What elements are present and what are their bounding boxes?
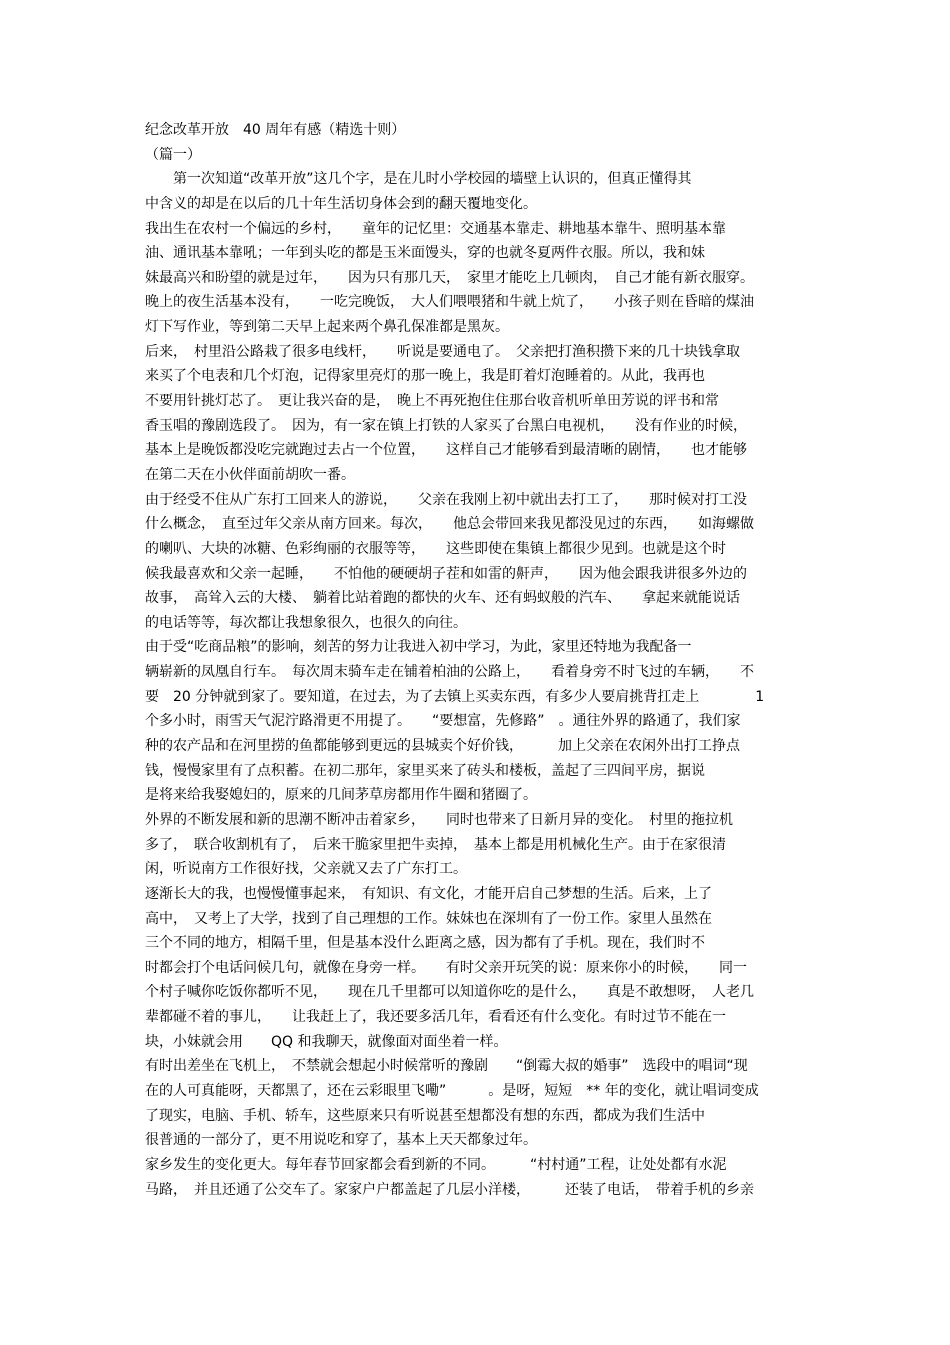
text-line: 外界的不断发展和新的思潮不断冲击着家乡， 同时也带来了日新月异的变化。 村里的拖拉机 [145,811,733,828]
text-line: 很普通的一部分了，更不用说吃和穿了，基本上天天都象过年。 [145,1132,537,1149]
text-line: 来买了个电表和几个灯泡，记得家里亮灯的那一晚上，我是盯着灯泡睡着的。从此，我再也 [145,368,705,385]
text-line: 由于受“吃商品粮”的影响，刻苦的努力让我进入初中学习，为此，家里还特地为我配备一 [145,639,692,656]
text-line: 的电话等等，每次都让我想象很久，也很久的向往。 [145,614,467,631]
text-line: 是将来给我娶媳妇的，原来的几间茅草房都用作牛圈和猪圈了。 [145,787,537,804]
text-line: 辈都碰不着的事儿， 让我赶上了，我还要多活几年，看看还有什么变化。有时过节不能在一 [145,1009,726,1026]
text-line: 油、通讯基本靠吼；一年到头吃的都是玉米面馒头，穿的也就冬夏两件衣服。所以，我和妹 [145,245,705,262]
text-line: 辆崭新的凤凰自行车。 每次周末骑车走在铺着柏油的公路上， 看着身旁不时飞过的车辆， 不 [145,664,754,681]
text-line: 三个不同的地方，相隔千里，但是基本没什么距离之感，因为都有了手机。现在，我们时不 [145,935,705,952]
text-line: 第一次知道“改革开放”这几个字，是在儿时小学校园的墙壁上认识的，但真正懂得其 [173,171,692,188]
text-line: 有时出差坐在飞机上， 不禁就会想起小时候常听的豫剧 “倒霉大叔的婚事” 选段中的唱词“现 [145,1058,748,1075]
text-line: 故事， 高耸入云的大楼、 躺着比站着跑的都快的火车、还有蚂蚁般的汽车、 拿起来就能说话 [145,590,740,607]
text-line: 块，小妹就会用 QQ 和我聊天，就像面对面坐着一样。 [145,1033,508,1050]
text-line: 什么概念， 直至过年父亲从南方回来。每次， 他总会带回来我见都没见过的东西， 如海螺做 [145,516,754,533]
text-line: 香玉唱的豫剧选段了。 因为，有一家在镇上打铁的人家买了台黑白电视机， 没有作业的时候， [145,417,747,434]
text-line: 不要用针挑灯芯了。 更让我兴奋的是， 晚上不再死抱住住那台收音机听单田芳说的评书和常 [145,393,719,410]
text-line: 多了， 联合收割机有了， 后来干脆家里把牛卖掉， 基本上都是用机械化生产。由于在家很清 [145,836,726,853]
text-line: 灯下写作业，等到第二天早上起来两个鼻孔保准都是黑灰。 [145,319,509,336]
text-line: 候我最喜欢和父亲一起睡， 不怕他的硬硬胡子茬和如雷的鼾声， 因为他会跟我讲很多外边的 [145,565,747,582]
text-line: 逐渐长大的我，也慢慢懂事起来， 有知识、有文化，才能开启自己梦想的生活。后来，上了 [145,885,712,902]
text-line: 的喇叭、大块的冰糖、色彩绚丽的衣服等等， 这些即使在集镇上都很少见到。也就是这个时 [145,540,726,557]
document-body [145,118,813,1202]
text-line: 妹最高兴和盼望的就是过年， 因为只有那几天， 家里才能吃上几顿肉， 自己才能有新衣服穿。 [145,269,754,286]
text-line: 由于经受不住从广东打工回来人的游说， 父亲在我刚上初中就出去打工了， 那时候对打工没 [145,491,747,508]
text-line: 我出生在农村一个偏远的乡村， 童年的记忆里：交通基本靠走、耕地基本靠牛、照明基本靠 [145,220,726,237]
text-line: 种的农产品和在河里捞的鱼都能够到更远的县城卖个好价钱， 加上父亲在农闲外出打工挣点 [145,738,740,755]
text-line: 马路， 并且还通了公交车了。家家户户都盖起了几层小洋楼， 还装了电话， 带着手机的乡亲 [145,1181,754,1198]
text-line: 个村子喊你吃饭你都听不见， 现在几千里都可以知道你吃的是什么， 真是不敢想呀， 人老几 [145,984,754,1001]
text-line: 钱，慢慢家里有了点积蓄。在初二那年，家里买来了砖头和楼板，盖起了三四间平房，据说 [145,762,705,779]
paragraph-lines [145,167,813,1202]
text-line: 了现实，电脑、手机、轿车，这些原来只有听说甚至想都没有想的东西，都成为我们生活中 [145,1107,705,1124]
text-line: 在的人可真能呀，天都黑了，还在云彩眼里飞嘞” 。是呀，短短 ** 年的变化，就让唱词变成 [145,1082,759,1099]
text-line: 闲，听说南方工作很好找，父亲就又去了广东打工。 [145,861,467,878]
text-line: 在第二天在小伙伴面前胡吹一番。 [145,466,355,483]
text-line: 后来， 村里沿公路栽了很多电线杆， 听说是要通电了。 父亲把打渔积攒下来的几十块钱拿取 [145,343,740,360]
text-line: 要 20 分钟就到家了。要知道，在过去，为了去镇上买卖东西，有多少人要肩挑背扛走上 1 [145,688,765,705]
text-line: 基本上是晚饭都没吃完就跑过去占一个位置， 这样自己才能够看到最清晰的剧情， 也才能够 [145,442,747,459]
text-line: 个多小时，雨雪天气泥泞路滑更不用提了。 “要想富，先修路” 。通往外界的路通了，我们家 [145,713,741,730]
text-line: 高中， 又考上了大学，找到了自己理想的工作。妹妹也在深圳有了一份工作。家里人虽然在 [145,910,712,927]
text-line: 晚上的夜生活基本没有， 一吃完晚饭， 大人们喂喂猪和牛就上炕了， 小孩子则在昏暗的煤油 [145,294,754,311]
text-line: 时都会打个电话问候几句，就像在身旁一样。 有时父亲开玩笑的说：原来你小的时候， 同一 [145,959,747,976]
document-title: 纪念改革开放 40 周年有感（精选十则） [145,122,406,138]
section-label: （篇一） [145,146,201,163]
text-line: 中含义的却是在以后的几十年生活切身体会到的翻天覆地变化。 [145,195,537,212]
text-line: 家乡发生的变化更大。每年春节回家都会看到新的不同。 “村村通”工程，让处处都有水泥 [145,1156,727,1173]
